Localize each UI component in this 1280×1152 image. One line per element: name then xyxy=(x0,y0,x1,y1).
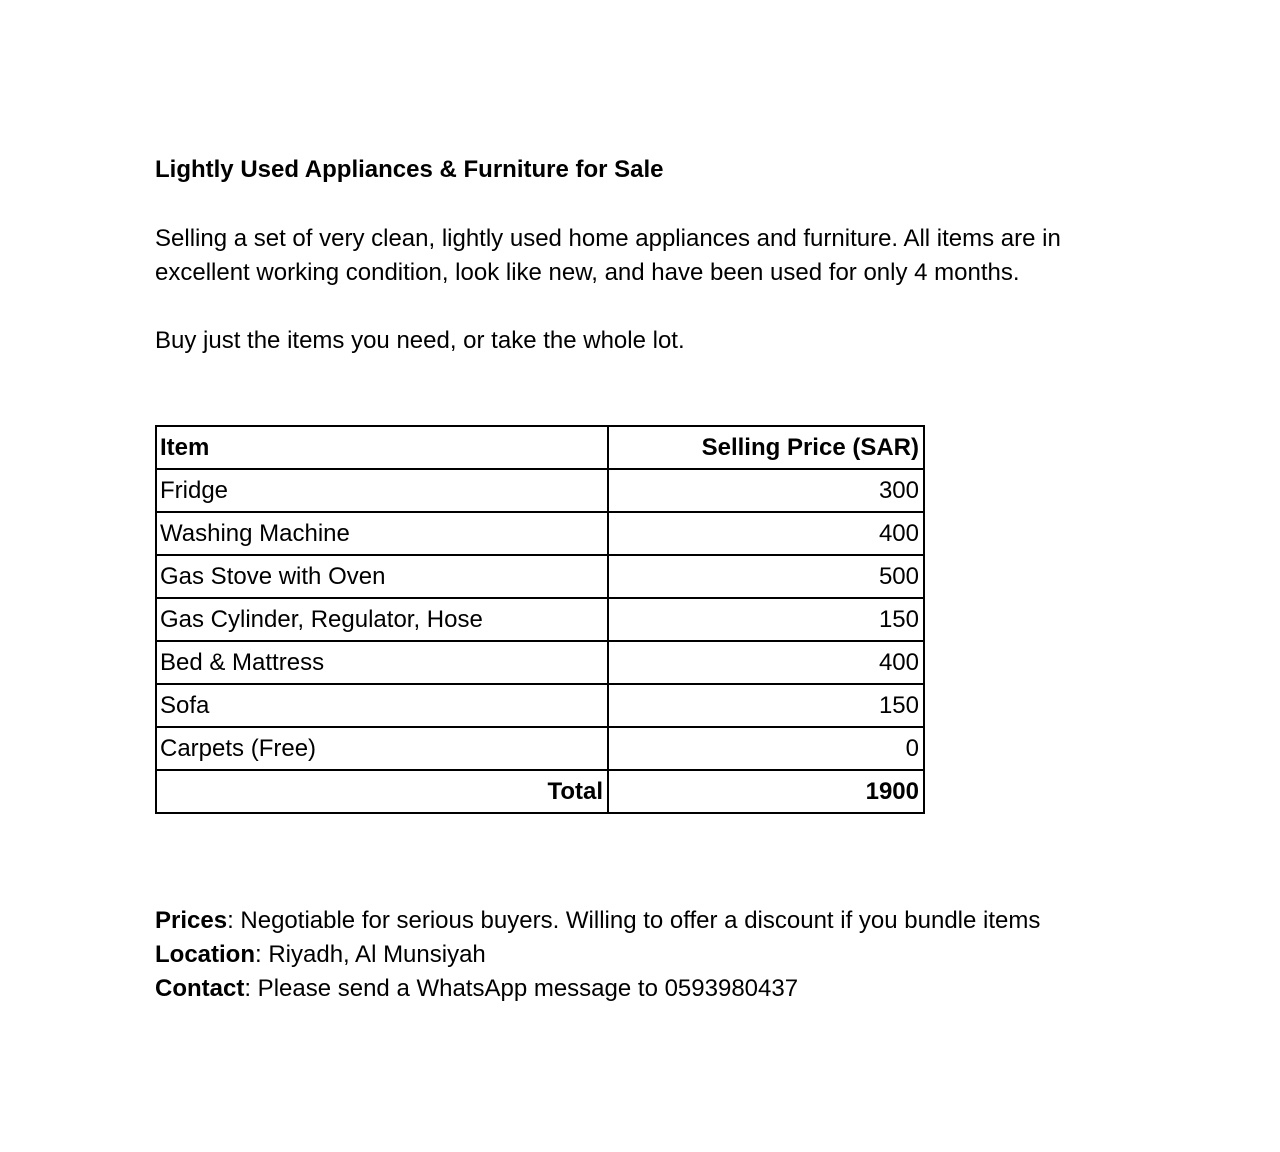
price-table xyxy=(155,425,925,814)
total-label: Total xyxy=(156,770,608,813)
table-header-row xyxy=(156,426,924,469)
contact-label: Contact xyxy=(155,975,245,1002)
contact-text: : Please send a WhatsApp message to 0593980437 xyxy=(244,975,799,1002)
header-item: Item xyxy=(156,426,608,469)
item-name: Carpets (Free) xyxy=(156,727,608,770)
contact-line xyxy=(155,972,1040,1006)
item-price: 150 xyxy=(608,598,924,641)
total-value: 1900 xyxy=(608,770,924,813)
table-row xyxy=(156,555,924,598)
item-price: 500 xyxy=(608,555,924,598)
item-name: Fridge xyxy=(156,469,608,512)
info-section xyxy=(155,904,1040,1006)
item-price: 400 xyxy=(608,512,924,555)
item-name: Gas Cylinder, Regulator, Hose xyxy=(156,598,608,641)
table-row xyxy=(156,727,924,770)
item-price: 300 xyxy=(608,469,924,512)
location-label: Location xyxy=(155,941,255,968)
item-price: 400 xyxy=(608,641,924,684)
intro-paragraph: Selling a set of very clean, lightly used home appliances and furniture. All items are in excellent working condition, look like new, and have been used for only 4 months. xyxy=(155,225,1061,286)
item-price: 0 xyxy=(608,727,924,770)
item-name: Gas Stove with Oven xyxy=(156,555,608,598)
header-selling-price: Selling Price (SAR) xyxy=(608,426,924,469)
prices-text: : Negotiable for serious buyers. Willing to offer a discount if you bundle items xyxy=(227,907,1041,934)
prices-line xyxy=(155,904,1040,938)
total-row xyxy=(156,770,924,813)
location-text: : Riyadh, Al Munsiyah xyxy=(255,941,486,968)
item-price: 150 xyxy=(608,684,924,727)
table-row xyxy=(156,469,924,512)
table-row xyxy=(156,598,924,641)
location-line xyxy=(155,938,1040,972)
prices-label: Prices xyxy=(155,907,228,934)
item-name: Sofa xyxy=(156,684,608,727)
item-name: Bed & Mattress xyxy=(156,641,608,684)
table-row xyxy=(156,684,924,727)
table-row xyxy=(156,512,924,555)
call-to-action-paragraph: Buy just the items you need, or take the whole lot. xyxy=(155,327,685,354)
table-row xyxy=(156,641,924,684)
item-name: Washing Machine xyxy=(156,512,608,555)
document-title: Lightly Used Appliances & Furniture for Sale xyxy=(155,156,664,183)
